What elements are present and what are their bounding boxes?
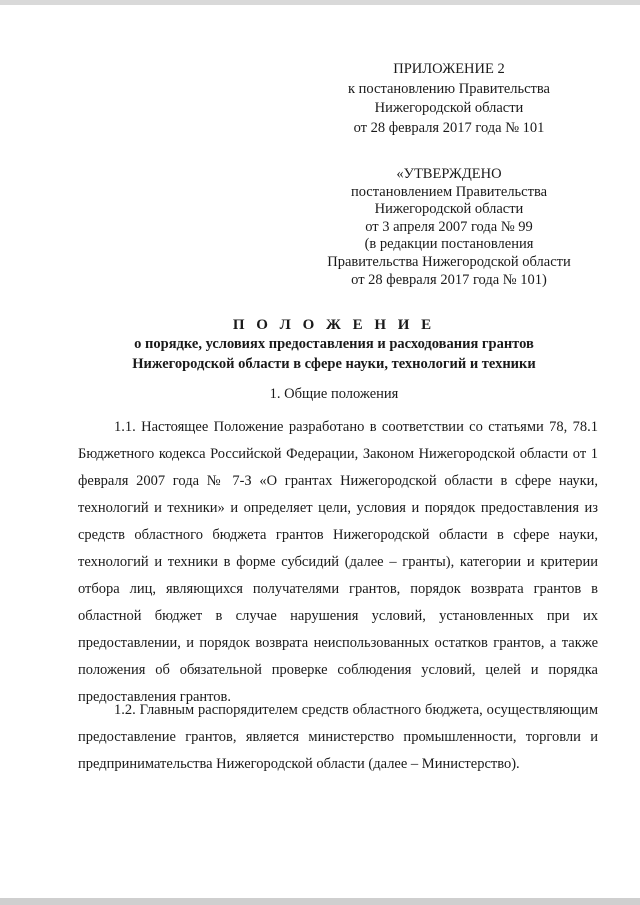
annex-line: к постановлению Правительства [348, 80, 550, 97]
section-heading: 1. Общие положения [269, 386, 399, 402]
approval-line: постановлением Правительства [350, 183, 548, 200]
paragraph-1-1: 1.1. Настоящее Положение разработано в соответствии со статьями 78, 78.1 Бюджетного кодекса Российской Федерации, Законом Нижегородской области от 1 февраля 2007 года № 7-З «О грантах Нижегородской области в сфере науки, технологий и техники» и определяет цели, условия и порядок предоставления из средств областного бюджета грантов Нижегородской области в сфере науки, технологий и техники в форме субсидий (далее – гранты), категории и критерии отбора лиц, являющихся получателями грантов, порядок возврата грантов в областной бюджет в случае нарушения условий, установленных при их предоставлении, и порядок возврата неиспользованных остатков грантов, а также положения об обязательной проверке соблюдения условий, целей и порядка предоставления грантов. [78, 419, 598, 705]
approval-block [300, 166, 598, 289]
annex-line: ПРИЛОЖЕНИЕ 2 [393, 61, 505, 77]
subtitle-line: о порядке, условиях предоставления и расходования грантов [134, 336, 534, 352]
annex-line: Нижегородской области [374, 100, 524, 116]
scan-bottom-edge [0, 898, 640, 905]
approval-line: Правительства Нижегородской области [327, 253, 571, 270]
approval-line: Нижегородской области [374, 201, 524, 218]
approval-line: от 28 февраля 2017 года № 101) [351, 271, 547, 288]
approval-line: от 3 апреля 2007 года № 99 [365, 218, 533, 235]
approval-line: «УТВЕРЖДЕНО [396, 166, 502, 182]
paragraph-1-2: 1.2. Главным распорядителем средств областного бюджета, осуществляющим предоставление грантов, является министерство промышленности, торговли и предпринимательства Нижегородской области (далее – Министерство). [78, 702, 598, 772]
subtitle-line: Нижегородской области в сфере науки, технологий и техники [132, 355, 536, 372]
annex-block [300, 60, 598, 138]
title-main: П О Л О Ж Е Н И Е [232, 317, 436, 333]
document-subtitle [60, 335, 608, 374]
approval-line: (в редакции постановления [364, 236, 534, 253]
annex-line: от 28 февраля 2017 года № 101 [353, 119, 545, 136]
